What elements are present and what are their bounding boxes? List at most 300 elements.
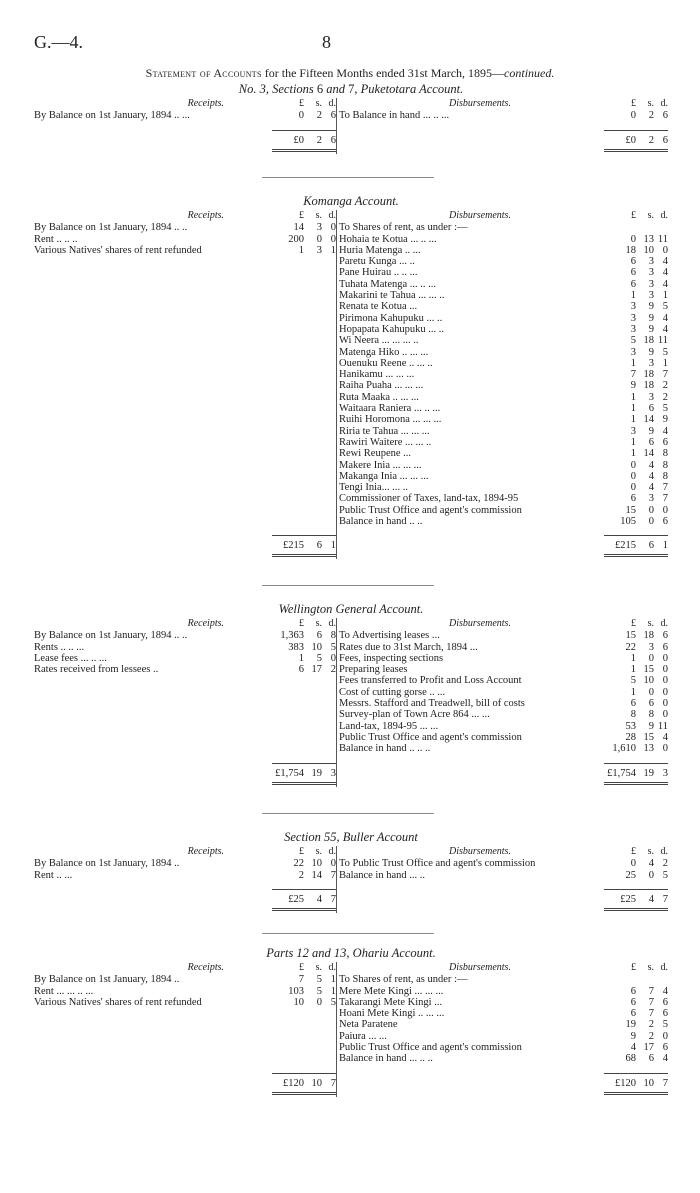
entry-label: To Advertising leases ... [339, 630, 440, 642]
amount-pounds: 6 [630, 985, 636, 997]
statement-text: for the Fifteen Months ended 31st March, 1895— [261, 66, 505, 80]
receipt-row [34, 870, 336, 881]
receipts-column [34, 618, 336, 779]
amount-shillings: 10 [643, 244, 654, 256]
amount-pence: 2 [330, 664, 336, 676]
entry-label: Lease fees ... .. ... [34, 652, 107, 664]
amount-shillings: 5 [316, 652, 322, 664]
entry-amount [274, 653, 336, 664]
total-pence: 3 [662, 767, 668, 779]
entry-label: To Public Trust Office and agent's commission [339, 858, 536, 870]
receipts-heading: Receipts. [187, 98, 224, 110]
pence-heading: d. [660, 618, 668, 630]
disbursement-row [339, 482, 668, 493]
entry-amount [274, 870, 336, 881]
total-shillings: 10 [643, 1077, 654, 1089]
receipts-total [272, 763, 336, 785]
pounds-heading: £ [631, 210, 636, 222]
entry-label: Fees, inspecting sections [339, 652, 444, 664]
pounds-heading: £ [299, 962, 304, 974]
entry-label: Rent .. .. .. [34, 233, 78, 245]
amount-shillings: 17 [643, 1042, 654, 1054]
total-shillings: 19 [311, 767, 322, 779]
divider [262, 813, 434, 814]
disbursement-row [339, 1031, 668, 1042]
amount-shillings: 7 [648, 996, 654, 1008]
disbursement-row [339, 630, 668, 641]
entry-label: Hanikamu ... ... ... [339, 369, 415, 381]
total-pounds: £25 [620, 893, 636, 905]
amount-pounds: 1 [630, 686, 636, 698]
entry-label: Various Natives' shares of rent refunded [34, 244, 202, 256]
amount-pence: 8 [662, 470, 668, 482]
amount-pence: 1 [330, 974, 336, 986]
amount-pence: 5 [662, 301, 668, 313]
amount-pounds: 5 [630, 675, 636, 687]
column-divider [336, 962, 337, 1096]
pence-heading: d. [660, 846, 668, 858]
column-divider [336, 618, 337, 786]
entry-label: Hohaia te Kotua ... .. ... [339, 233, 437, 245]
amount-pounds: 10 [293, 996, 304, 1008]
title-part: No. 3, [238, 82, 273, 96]
page-number: 8 [322, 32, 331, 52]
disbursement-row [339, 687, 668, 698]
total-shillings: 19 [643, 767, 654, 779]
entry-amount [606, 335, 668, 346]
shillings-heading: s. [647, 846, 654, 858]
amount-shillings: 0 [316, 996, 322, 1008]
amount-shillings: 14 [311, 869, 322, 881]
amount-pence: 5 [330, 641, 336, 653]
entry-amount [606, 380, 668, 391]
disbursement-row [339, 1008, 668, 1019]
entry-amount [274, 222, 336, 233]
entry-amount [274, 858, 336, 869]
entry-amount [606, 1031, 668, 1042]
amount-pounds: 1 [630, 290, 636, 302]
amount-pounds: 0 [298, 110, 304, 122]
total-pounds: £0 [293, 134, 304, 146]
shillings-heading: s. [315, 618, 322, 630]
amount-shillings: 9 [648, 301, 654, 313]
shillings-heading: s. [315, 846, 322, 858]
entry-label: Hopapata Kahupuku ... .. [339, 323, 444, 335]
account-title: Wellington General Account. [278, 602, 424, 616]
pounds-heading: £ [299, 98, 304, 110]
disbursement-row [339, 698, 668, 709]
entry-amount [606, 347, 668, 358]
amount-pounds: 14 [293, 222, 304, 234]
total-pence: 7 [330, 1077, 336, 1089]
amount-shillings: 2 [648, 1030, 654, 1042]
total-shillings: 6 [648, 540, 654, 552]
account-komanga [34, 196, 668, 561]
total-shillings: 4 [648, 893, 654, 905]
disbursement-row [339, 721, 668, 732]
entry-amount [274, 630, 336, 641]
divider [262, 177, 434, 178]
entry-amount [606, 698, 668, 709]
amount-pounds: 6 [630, 698, 636, 710]
entry-label: Makanga Inia ... ... ... [339, 470, 429, 482]
entry-label: Public Trust Office and agent's commission [339, 504, 522, 516]
amount-shillings: 8 [648, 709, 654, 721]
disbursements-total [604, 763, 668, 785]
entry-amount [606, 1008, 668, 1019]
amount-shillings: 3 [648, 256, 654, 268]
amount-shillings: 15 [643, 664, 654, 676]
amount-shillings: 2 [316, 110, 322, 122]
disbursement-row [339, 290, 668, 301]
amount-pounds: 6 [630, 278, 636, 290]
entry-amount [606, 732, 668, 743]
amount-pounds: 8 [630, 709, 636, 721]
entry-amount [606, 245, 668, 256]
entry-amount [274, 997, 336, 1008]
divider [262, 585, 434, 586]
entry-amount [274, 986, 336, 997]
amount-pounds: 0 [630, 482, 636, 494]
column-header [34, 846, 336, 858]
receipt-row [34, 245, 336, 256]
entry-amount [606, 974, 668, 985]
amount-pounds: 15 [625, 630, 636, 642]
pounds-heading: £ [631, 98, 636, 110]
amount-pounds: 1 [298, 244, 304, 256]
entry-label: Public Trust Office and agent's commission [339, 731, 522, 743]
receipt-row [34, 222, 336, 233]
total-shillings: 10 [311, 1077, 322, 1089]
receipt-row [34, 110, 336, 121]
entry-label: Preparing leases [339, 664, 408, 676]
disbursement-row [339, 642, 668, 653]
shillings-heading: s. [647, 962, 654, 974]
amount-pounds: 6 [630, 996, 636, 1008]
entry-label: Messrs. Stafford and Treadwell, bill of costs [339, 698, 525, 710]
disbursement-row [339, 414, 668, 425]
amount-pounds: 7 [298, 974, 304, 986]
amount-shillings: 18 [643, 335, 654, 347]
amount-pounds: 1,363 [280, 630, 304, 642]
amount-shillings: 18 [643, 630, 654, 642]
entry-label: Mere Mete Kingi ... ... ... [339, 985, 444, 997]
pounds-heading: £ [299, 210, 304, 222]
account-title [34, 84, 668, 95]
amount-shillings: 0 [648, 516, 654, 528]
amount-shillings: 18 [643, 380, 654, 392]
disbursement-row [339, 1053, 668, 1064]
amount-shillings: 5 [316, 974, 322, 986]
entry-amount [606, 369, 668, 380]
disbursement-row [339, 256, 668, 267]
amount-pounds: 200 [288, 233, 304, 245]
entry-amount [606, 448, 668, 459]
amount-shillings: 7 [648, 1008, 654, 1020]
pence-heading: d. [328, 98, 336, 110]
amount-shillings: 18 [643, 369, 654, 381]
amount-pence: 0 [662, 1030, 668, 1042]
column-divider [336, 846, 337, 913]
amount-pounds: 0 [630, 233, 636, 245]
amount-pence: 1 [330, 244, 336, 256]
amount-pounds: 383 [288, 641, 304, 653]
disbursement-row [339, 324, 668, 335]
amount-pounds: 0 [630, 858, 636, 870]
amount-pence: 4 [662, 425, 668, 437]
title-part: and [326, 82, 346, 96]
amount-shillings: 3 [648, 267, 654, 279]
disbursement-row [339, 986, 668, 997]
entry-label: Waitaara Raniera ... .. ... [339, 403, 441, 415]
entry-amount [274, 110, 336, 121]
disbursements-heading: Disbursements. [449, 618, 511, 630]
amount-pence: 6 [662, 641, 668, 653]
amount-shillings: 9 [648, 312, 654, 324]
receipts-total [272, 130, 336, 152]
entry-amount [274, 234, 336, 245]
disbursement-row [339, 448, 668, 459]
pounds-heading: £ [631, 618, 636, 630]
amount-pence: 7 [662, 369, 668, 381]
entry-amount [606, 414, 668, 425]
column-header [339, 98, 668, 110]
amount-pence: 4 [662, 731, 668, 743]
divider [262, 933, 434, 934]
entry-label: Cost of cutting gorse .. ... [339, 686, 446, 698]
disbursement-row [339, 675, 668, 686]
amount-pence: 0 [662, 675, 668, 687]
account-columns [34, 98, 668, 155]
amount-pounds: 0 [630, 470, 636, 482]
entry-amount [606, 858, 668, 869]
column-header [34, 210, 336, 222]
pence-heading: d. [328, 210, 336, 222]
title-part: Puketotara Account. [360, 82, 464, 96]
entry-amount [606, 675, 668, 686]
receipts-heading: Receipts. [187, 618, 224, 630]
amount-shillings: 10 [643, 675, 654, 687]
amount-pence: 6 [330, 110, 336, 122]
amount-pounds: 18 [625, 244, 636, 256]
amount-pence: 0 [330, 858, 336, 870]
disbursements-heading: Disbursements. [449, 962, 511, 974]
amount-pence: 6 [662, 516, 668, 528]
amount-pounds: 1 [630, 414, 636, 426]
pounds-heading: £ [299, 846, 304, 858]
shillings-heading: s. [315, 210, 322, 222]
disbursements-column [339, 846, 668, 905]
amount-pence: 2 [662, 380, 668, 392]
disbursement-row [339, 1042, 668, 1053]
account-columns [34, 846, 668, 915]
receipts-total [272, 889, 336, 911]
amount-shillings: 3 [648, 493, 654, 505]
amount-pounds: 0 [630, 459, 636, 471]
disbursement-row [339, 313, 668, 324]
entry-amount [606, 234, 668, 245]
amount-shillings: 13 [643, 743, 654, 755]
amount-pounds: 6 [630, 493, 636, 505]
amount-shillings: 10 [311, 641, 322, 653]
amount-pence: 1 [662, 357, 668, 369]
entry-amount [606, 301, 668, 312]
total-pence: 6 [662, 134, 668, 146]
amount-pence: 0 [662, 244, 668, 256]
disbursement-row [339, 358, 668, 369]
pounds-heading: £ [299, 618, 304, 630]
entry-amount [274, 974, 336, 985]
entry-label: Fees transferred to Profit and Loss Account [339, 675, 522, 687]
amount-pounds: 6 [630, 1008, 636, 1020]
amount-pence: 6 [662, 1008, 668, 1020]
entry-amount [606, 403, 668, 414]
disbursement-row [339, 267, 668, 278]
amount-pounds: 6 [298, 664, 304, 676]
entry-label: Tuhata Matenga ... .. ... [339, 278, 437, 290]
amount-pence: 0 [662, 698, 668, 710]
column-header [34, 618, 336, 630]
amount-pounds: 4 [630, 1042, 636, 1054]
amount-pence: 5 [662, 1019, 668, 1031]
entry-amount [606, 279, 668, 290]
entry-label: Renata te Kotua ... [339, 301, 418, 313]
amount-shillings: 13 [643, 233, 654, 245]
entry-amount [606, 493, 668, 504]
amount-pounds: 103 [288, 985, 304, 997]
disbursement-row [339, 974, 668, 985]
disbursements-column [339, 618, 668, 779]
disbursements-column [339, 210, 668, 552]
amount-shillings: 0 [648, 869, 654, 881]
amount-pence: 7 [662, 493, 668, 505]
entry-label: Makarini te Tahua ... ... .. [339, 290, 445, 302]
total-pence: 1 [662, 540, 668, 552]
amount-shillings: 0 [316, 233, 322, 245]
amount-pence: 5 [662, 869, 668, 881]
amount-shillings: 4 [648, 459, 654, 471]
receipts-column [34, 98, 336, 146]
receipts-total [272, 1073, 336, 1095]
entry-amount [606, 630, 668, 641]
column-divider [336, 98, 337, 153]
shillings-heading: s. [315, 962, 322, 974]
receipt-row [34, 986, 336, 997]
receipts-total [272, 535, 336, 557]
receipt-row [34, 858, 336, 869]
column-header [339, 210, 668, 222]
receipt-row [34, 630, 336, 641]
amount-shillings: 7 [648, 985, 654, 997]
account-puketotara [34, 84, 668, 156]
amount-pence: 5 [330, 996, 336, 1008]
entry-amount [606, 505, 668, 516]
pence-heading: d. [660, 98, 668, 110]
entry-label: Balance in hand .. .. .. [339, 743, 431, 755]
entry-label: Raiha Puaha ... ... ... [339, 380, 424, 392]
entry-label: Riria te Tahua ... ... ... [339, 425, 430, 437]
disbursement-row [339, 870, 668, 881]
amount-pounds: 3 [630, 323, 636, 335]
entry-amount [606, 222, 668, 233]
amount-shillings: 9 [648, 346, 654, 358]
amount-pounds: 2 [298, 869, 304, 881]
entry-amount [606, 437, 668, 448]
entry-amount [606, 471, 668, 482]
entry-amount [606, 870, 668, 881]
receipts-heading: Receipts. [187, 210, 224, 222]
entry-amount [606, 256, 668, 267]
disbursement-row [339, 392, 668, 403]
total-pounds: £215 [615, 540, 636, 552]
statement-continued: continued. [504, 66, 555, 80]
amount-pence: 11 [657, 720, 668, 732]
page-reference: G.—4. [34, 32, 83, 52]
amount-shillings: 3 [648, 641, 654, 653]
total-pounds: £0 [625, 134, 636, 146]
entry-label: Commissioner of Taxes, land-tax, 1894-95 [339, 493, 519, 505]
entry-amount [606, 1042, 668, 1053]
entry-label: By Balance on 1st January, 1894 .. [34, 858, 180, 870]
amount-pounds: 1 [630, 436, 636, 448]
entry-amount [606, 709, 668, 720]
entry-amount [606, 997, 668, 1008]
disbursement-row [339, 335, 668, 346]
entry-label: Pirimona Kahupuku ... .. [339, 312, 443, 324]
amount-pence: 4 [662, 278, 668, 290]
entry-amount [606, 664, 668, 675]
disbursement-row [339, 380, 668, 391]
entry-label: To Balance in hand ... .. ... [339, 110, 450, 122]
amount-pence: 0 [662, 664, 668, 676]
disbursement-row [339, 437, 668, 448]
disbursement-row [339, 709, 668, 720]
pounds-heading: £ [631, 962, 636, 974]
amount-pounds: 6 [630, 267, 636, 279]
account-columns [34, 618, 668, 788]
entry-amount [606, 290, 668, 301]
shillings-heading: s. [647, 210, 654, 222]
amount-pounds: 105 [620, 516, 636, 528]
shillings-heading: s. [647, 618, 654, 630]
amount-shillings: 14 [643, 448, 654, 460]
amount-pounds: 1 [630, 391, 636, 403]
account-title: Parts 12 and 13, Ohariu Account. [266, 946, 436, 960]
amount-pence: 6 [662, 1042, 668, 1054]
amount-pounds: 1 [298, 652, 304, 664]
column-divider [336, 210, 337, 559]
total-pence: 6 [330, 134, 336, 146]
entry-label: Matenga Hiko .. ... ... [339, 346, 429, 358]
amount-pence: 6 [662, 436, 668, 448]
amount-shillings: 3 [316, 222, 322, 234]
receipt-row [34, 664, 336, 675]
disbursement-row [339, 743, 668, 754]
account-title: Komanga Account. [303, 194, 399, 208]
entry-label: Pane Huirau .. .. ... [339, 267, 418, 279]
entry-label: To Shares of rent, as under :— [339, 222, 468, 234]
shillings-heading: s. [647, 98, 654, 110]
amount-shillings: 6 [648, 403, 654, 415]
amount-pounds: 3 [630, 346, 636, 358]
amount-pence: 0 [662, 504, 668, 516]
amount-shillings: 6 [648, 698, 654, 710]
account-ohariu [34, 948, 668, 1099]
disbursements-total [604, 535, 668, 557]
amount-shillings: 0 [648, 652, 654, 664]
pence-heading: d. [660, 962, 668, 974]
entry-label: By Balance on 1st January, 1894 .. ... [34, 110, 190, 122]
